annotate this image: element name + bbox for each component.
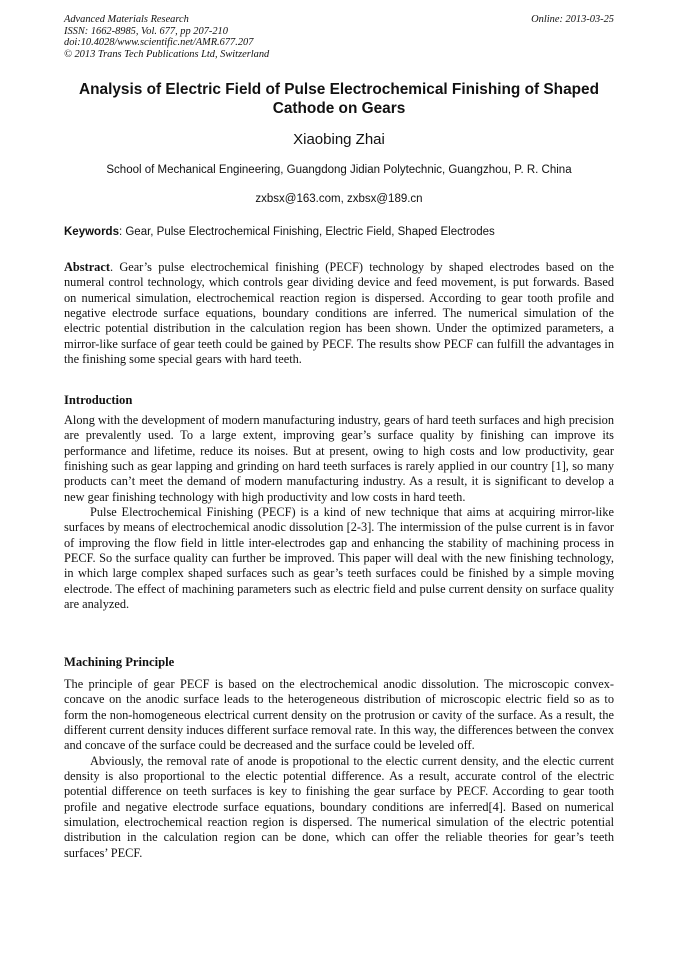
- copyright-line: © 2013 Trans Tech Publications Ltd, Switzerland: [64, 48, 270, 60]
- journal-header: [64, 14, 614, 60]
- paper-title: Analysis of Electric Field of Pulse Electrochemical Finishing of Shaped Cathode on Gears: [79, 81, 599, 117]
- keywords-text: : Gear, Pulse Electrochemical Finishing, Electric Field, Shaped Electrodes: [118, 226, 495, 238]
- keywords-line: [64, 226, 624, 238]
- doi-line: doi:10.4028/www.scientific.net/AMR.677.207: [64, 37, 254, 49]
- machining-paragraph-2: Abviously, the removal rate of anode is propotional to the electic current density, and the electic current density is also proportional to the electic potential difference. As a result, accurate control of the electric potential difference on teeth surfaces is key to finishing the gear surface by PECF. According to gear tooth profile and negative electrode surface equations, boundary conditions are inferred[4]. Based on numerical simulation, electrochemical reaction region is dispersed. The numerical simulation of the electric potential distribution in the calculation region can be done, which can offer the reliable theories for gear’s teeth surfaces’ PECF.: [64, 753, 614, 860]
- abstract-label: Abstract: [64, 260, 110, 274]
- machining-paragraph-1: The principle of gear PECF is based on the electrochemical anodic dissolution. The microscopic convex-concave on the anodic surface leads to the heterogeneous distribution of microscopic electric field so as to form the non-homogeneous electrical current density on the protrusion or cavity of the surface. As a result, the different current density induces different surface removal rate. In this way, the differences between the convex and concave of the surface could be decreased and the surface could be leveled off.: [64, 677, 614, 753]
- keywords-label: Keywords: [64, 226, 119, 238]
- abstract: [64, 260, 614, 367]
- affiliation: School of Mechanical Engineering, Guangdong Jidian Polytechnic, Guangzhou, P. R. China: [106, 164, 572, 176]
- author-name: Xiaobing Zhai: [293, 131, 385, 148]
- introduction-body: [64, 413, 614, 612]
- abstract-text: . Gear’s pulse electrochemical finishing (PECF) technology by shaped electrodes based on the numeral control technology, which controls gear dividing device and feed movement, is put forwards. Based on numerical simulation, electrochemical reaction region is dispersed. According to gear tooth profile and negative electrode surface equations, boundary conditions are inferred. The numerical simulation of the electric potential distribution in the calculation region has been shown. Under the optimized parameters, a mirror-like surface of gear teeth could be gained by PECF. The results show PECF can fulfill the advantages in the finishing some special gears with hard teeth.: [64, 260, 614, 367]
- journal-name: Advanced Materials Research: [64, 14, 189, 25]
- online-date: Online: 2013-03-25: [531, 14, 614, 25]
- machining-body: [64, 677, 614, 861]
- introduction-paragraph-1: Along with the development of modern manufacturing industry, gears of hard teeth surfaces and high precision are prevalently used. To a large extent, improving gear’s surface quality by finishing can improve its performance and lifetime, reduce its noises. But at present, owing to high costs and low productivity, gear finishing such as gear lapping and grinding on hard teeth surfaces is rarely applied in our country [1], so many products can’t meet the demand of modern manufacturing industry. As a result, it is significant to develop a new gear finishing technology with high productivity and low costs in hard teeth.: [64, 413, 614, 504]
- section-heading-introduction: Introduction: [64, 393, 133, 407]
- introduction-paragraph-2: Pulse Electrochemical Finishing (PECF) is a kind of new technique that aims at acquiring mirror-like surfaces by means of electrochemical anodic dissolution [2-3]. The intermission of the pulse current is in favor of improving the flow field in little inter-electrodes gap and enhancing the stability of machining process in PECF. So the surface quality can further be improved. This paper will deal with the new finishing technology, in which large complex shaped surfaces such as gear’s teeth surfaces could be finished by a simple moving electrode. The effect of machining parameters such as electric field and pulse current density on surface quality are analyzed.: [64, 505, 614, 612]
- issn-line: ISSN: 1662-8985, Vol. 677, pp 207-210: [64, 25, 228, 37]
- section-heading-machining-principle: Machining Principle: [64, 655, 175, 669]
- author-email: zxbsx@163.com, zxbsx@189.cn: [255, 193, 423, 205]
